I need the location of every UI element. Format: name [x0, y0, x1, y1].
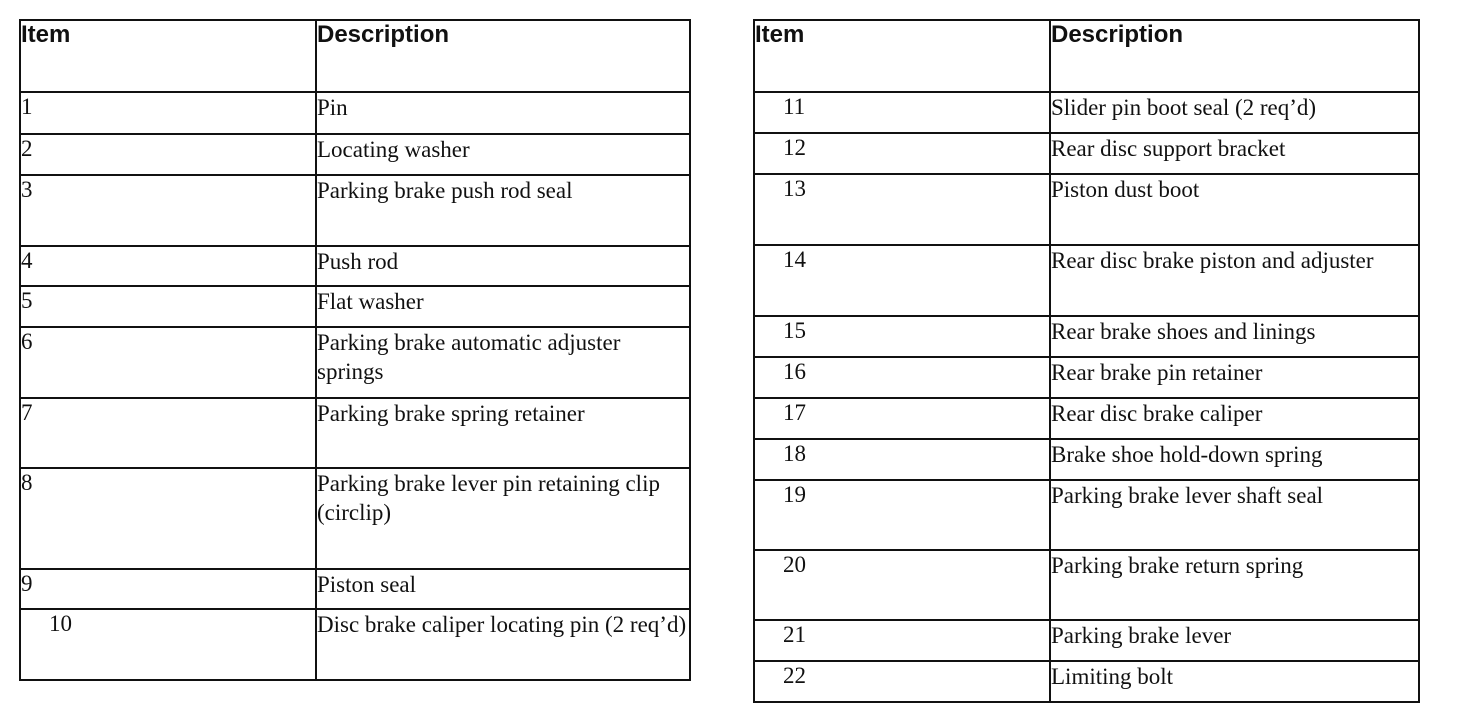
item-number: 3	[20, 175, 316, 246]
item-description: Parking brake return spring	[1050, 550, 1419, 620]
item-number: 20	[754, 550, 1050, 620]
table-row	[20, 175, 690, 246]
table-row	[20, 286, 690, 327]
table-row	[754, 92, 1419, 133]
item-number: 21	[754, 620, 1050, 661]
item-description: Rear brake pin retainer	[1050, 357, 1419, 398]
item-description: Flat washer	[316, 286, 690, 327]
item-description: Locating washer	[316, 134, 690, 175]
table-row	[754, 398, 1419, 439]
table-row	[754, 550, 1419, 620]
description-column-header: Description	[1050, 20, 1419, 92]
table-row	[20, 246, 690, 286]
item-number: 2	[20, 134, 316, 175]
table-row	[20, 468, 690, 569]
table-row	[20, 327, 690, 398]
item-description: Parking brake automatic adjuster springs	[316, 327, 690, 398]
table-row	[20, 569, 690, 609]
item-number: 9	[20, 569, 316, 609]
table-row	[20, 398, 690, 468]
item-description: Push rod	[316, 246, 690, 286]
item-description: Disc brake caliper locating pin (2 req’d)	[316, 609, 690, 680]
table-row	[754, 357, 1419, 398]
item-number: 17	[754, 398, 1050, 439]
header-row	[20, 20, 690, 92]
item-number: 11	[754, 92, 1050, 133]
item-description: Parking brake push rod seal	[316, 175, 690, 246]
item-column-header: Item	[754, 20, 1050, 92]
item-description: Parking brake lever shaft seal	[1050, 480, 1419, 550]
item-number: 6	[20, 327, 316, 398]
table-row	[20, 609, 690, 680]
item-number: 16	[754, 357, 1050, 398]
item-number: 5	[20, 286, 316, 327]
table-row	[20, 92, 690, 134]
table-row	[754, 133, 1419, 174]
item-description: Limiting bolt	[1050, 661, 1419, 702]
item-number: 1	[20, 92, 316, 134]
item-description: Slider pin boot seal (2 req’d)	[1050, 92, 1419, 133]
table-row	[754, 439, 1419, 480]
description-column-header: Description	[316, 20, 690, 92]
item-number: 12	[754, 133, 1050, 174]
table-row	[754, 174, 1419, 245]
table-row	[754, 661, 1419, 702]
item-description: Parking brake lever	[1050, 620, 1419, 661]
table-row	[20, 134, 690, 175]
parts-table-right	[753, 19, 1420, 703]
item-number: 13	[754, 174, 1050, 245]
table-row	[754, 620, 1419, 661]
item-number: 15	[754, 316, 1050, 357]
item-number: 7	[20, 398, 316, 468]
item-number: 14	[754, 245, 1050, 316]
item-description: Pin	[316, 92, 690, 134]
parts-table-left	[19, 19, 691, 681]
item-number: 8	[20, 468, 316, 569]
item-number: 10	[20, 609, 316, 680]
item-description: Rear disc brake caliper	[1050, 398, 1419, 439]
item-description: Parking brake lever pin retaining clip (circlip)	[316, 468, 690, 569]
item-number: 22	[754, 661, 1050, 702]
item-description: Rear disc brake piston and adjuster	[1050, 245, 1419, 316]
item-description: Brake shoe hold-down spring	[1050, 439, 1419, 480]
item-description: Rear brake shoes and linings	[1050, 316, 1419, 357]
item-number: 18	[754, 439, 1050, 480]
item-description: Piston dust boot	[1050, 174, 1419, 245]
table-row	[754, 316, 1419, 357]
table-row	[754, 480, 1419, 550]
item-description: Rear disc support bracket	[1050, 133, 1419, 174]
item-number: 4	[20, 246, 316, 286]
header-row	[754, 20, 1419, 92]
table-row	[754, 245, 1419, 316]
item-description: Parking brake spring retainer	[316, 398, 690, 468]
item-description: Piston seal	[316, 569, 690, 609]
item-column-header: Item	[20, 20, 316, 92]
item-number: 19	[754, 480, 1050, 550]
